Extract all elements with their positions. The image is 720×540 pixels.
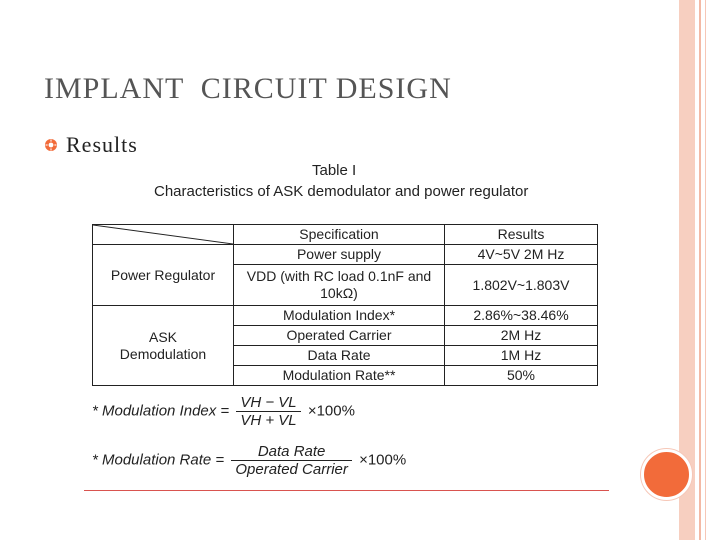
- decorative-rail-line: [699, 0, 701, 540]
- spec-cell: Modulation Index*: [234, 306, 445, 326]
- result-cell: 2M Hz: [445, 326, 598, 346]
- orange-circle-decoration: [641, 449, 692, 500]
- bullet-text: Results: [66, 132, 138, 157]
- spec-cell: Data Rate: [234, 346, 445, 366]
- table-corner-cell: [93, 225, 234, 245]
- formula-numerator: Data Rate: [231, 443, 352, 461]
- formula-label: * Modulation Rate =: [92, 451, 225, 469]
- spec-cell: Operated Carrier: [234, 326, 445, 346]
- bullet-item: [44, 132, 138, 158]
- formula-numerator: VH − VL: [236, 394, 300, 412]
- result-cell: 4V~5V 2M Hz: [445, 245, 598, 265]
- formula-label: * Modulation Index =: [92, 402, 230, 420]
- formula-fraction: [231, 443, 352, 478]
- result-cell: 2.86%~38.46%: [445, 306, 598, 326]
- formula-suffix: ×100%: [359, 451, 407, 469]
- formula-fraction: [236, 394, 300, 429]
- column-header-results: Results: [445, 225, 598, 245]
- modulation-rate-formula: [92, 443, 406, 478]
- characteristics-table: [92, 224, 598, 386]
- group-label-power-regulator: Power Regulator: [93, 245, 234, 306]
- column-header-specification: Specification: [234, 225, 445, 245]
- table-row: [93, 306, 598, 326]
- group-label-ask-demodulation: ASK Demodulation: [93, 306, 234, 386]
- formula-denominator: Operated Carrier: [235, 461, 348, 478]
- modulation-index-formula: [92, 394, 355, 429]
- result-cell: 1.802V~1.803V: [445, 265, 598, 306]
- result-cell: 1M Hz: [445, 346, 598, 366]
- sun-bullet-icon: [44, 138, 58, 152]
- table-row: [93, 245, 598, 265]
- table-header-row: [93, 225, 598, 245]
- formula-suffix: ×100%: [307, 402, 355, 420]
- spec-cell: Modulation Rate**: [234, 366, 445, 386]
- formula-denominator: VH + VL: [240, 412, 297, 429]
- spec-cell: VDD (with RC load 0.1nF and 10kΩ): [234, 265, 445, 306]
- spec-cell: Power supply: [234, 245, 445, 265]
- bottom-rule: [84, 490, 609, 491]
- result-cell: 50%: [445, 366, 598, 386]
- slide-title: IMPLANT CIRCUIT DESIGN: [44, 72, 452, 105]
- table-caption-title: Characteristics of ASK demodulator and power regulator: [154, 183, 529, 200]
- decorative-rail-line-thin: [705, 0, 706, 540]
- table-caption-number: Table I: [312, 162, 357, 179]
